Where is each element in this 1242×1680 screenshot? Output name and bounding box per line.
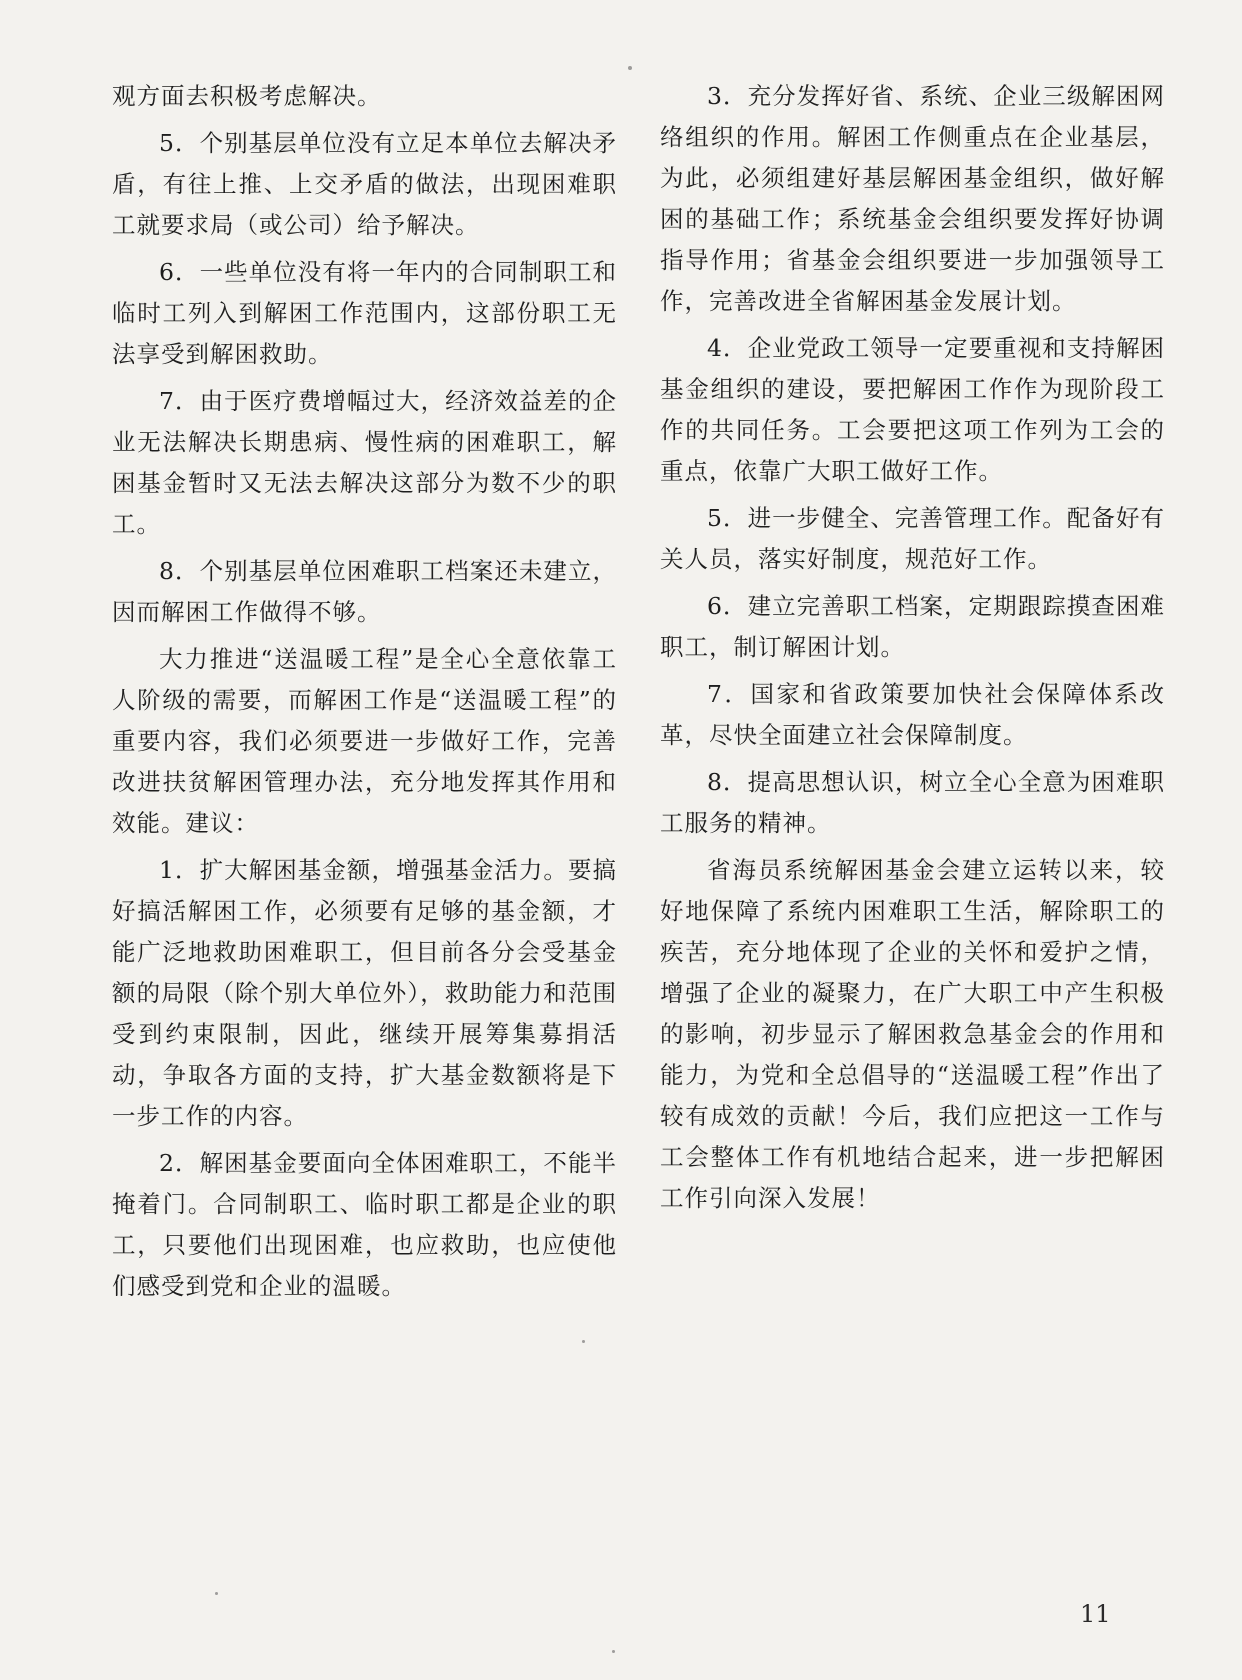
paragraph: 2．解困基金要面向全体困难职工，不能半掩着门。合同制职工、临时职工都是企业的职工，只要他们出现困难，也应救助，也应使他们感受到党和企业的温暖。 — [112, 1149, 617, 1300]
paragraph: 观方面去积极考虑解决。 — [112, 82, 382, 110]
paragraph: 7．由于医疗费增幅过大，经济效益差的企业无法解决长期患病、慢性病的困难职工，解困基金暂时又无法去解决这部分为数不少的职工。 — [112, 387, 617, 538]
paragraph: 省海员系统解困基金会建立运转以来，较好地保障了系统内困难职工生活，解除职工的疾苦，充分地体现了企业的关怀和爱护之情，增强了企业的凝聚力，在广大职工中产生积极的影响，初步显示了解困救急基金会的作用和能力，为党和全总倡导的“送温暖工程”作出了较有成效的贡献！今后，我们应把这一工作与工会整体工作有机地结合起来，进一步把解困工作引向深入发展！ — [660, 856, 1165, 1212]
paragraph: 7．国家和省政策要加快社会保障体系改革，尽快全面建立社会保障制度。 — [660, 680, 1165, 749]
left-column — [112, 76, 617, 1313]
right-column — [660, 76, 1165, 1225]
scan-speck — [582, 1340, 585, 1343]
scan-speck — [628, 66, 632, 70]
paragraph: 大力推进“送温暖工程”是全心全意依靠工人阶级的需要，而解困工作是“送温暖工程”的重要内容，我们必须要进一步做好工作，完善改进扶贫解困管理办法，充分地发挥其作用和效能。建议： — [112, 645, 617, 837]
paragraph: 1．扩大解困基金额，增强基金活力。要搞好搞活解困工作，必须要有足够的基金额，才能广泛地救助困难职工，但目前各分会受基金额的局限（除个别大单位外），救助能力和范围受到约束限制，因此，继续开展筹集募捐活动，争取各方面的支持，扩大基金数额将是下一步工作的内容。 — [112, 856, 617, 1130]
page-number: 11 — [1080, 1600, 1111, 1628]
paragraph: 6．一些单位没有将一年内的合同制职工和临时工列入到解困工作范围内，这部份职工无法享受到解困救助。 — [112, 258, 617, 368]
scan-speck — [215, 1592, 218, 1595]
paragraph: 8．个别基层单位困难职工档案还未建立，因而解困工作做得不够。 — [112, 557, 617, 626]
paragraph: 5．个别基层单位没有立足本单位去解决矛盾，有往上推、上交矛盾的做法，出现困难职工就要求局（或公司）给予解决。 — [112, 129, 617, 239]
paragraph: 5．进一步健全、完善管理工作。配备好有关人员，落实好制度，规范好工作。 — [660, 504, 1165, 573]
paragraph: 3．充分发挥好省、系统、企业三级解困网络组织的作用。解困工作侧重点在企业基层，为此，必须组建好基层解困基金组织，做好解困的基础工作；系统基金会组织要发挥好协调指导作用；省基金会组织要进一步加强领导工作，完善改进全省解困基金发展计划。 — [660, 82, 1165, 315]
paragraph: 4．企业党政工领导一定要重视和支持解困基金组织的建设，要把解困工作作为现阶段工作的共同任务。工会要把这项工作列为工会的重点，依靠广大职工做好工作。 — [660, 334, 1165, 485]
scan-speck — [612, 1650, 615, 1653]
paragraph: 8．提高思想认识，树立全心全意为困难职工服务的精神。 — [660, 768, 1165, 837]
paragraph: 6．建立完善职工档案，定期跟踪摸查困难职工，制订解困计划。 — [660, 592, 1165, 661]
